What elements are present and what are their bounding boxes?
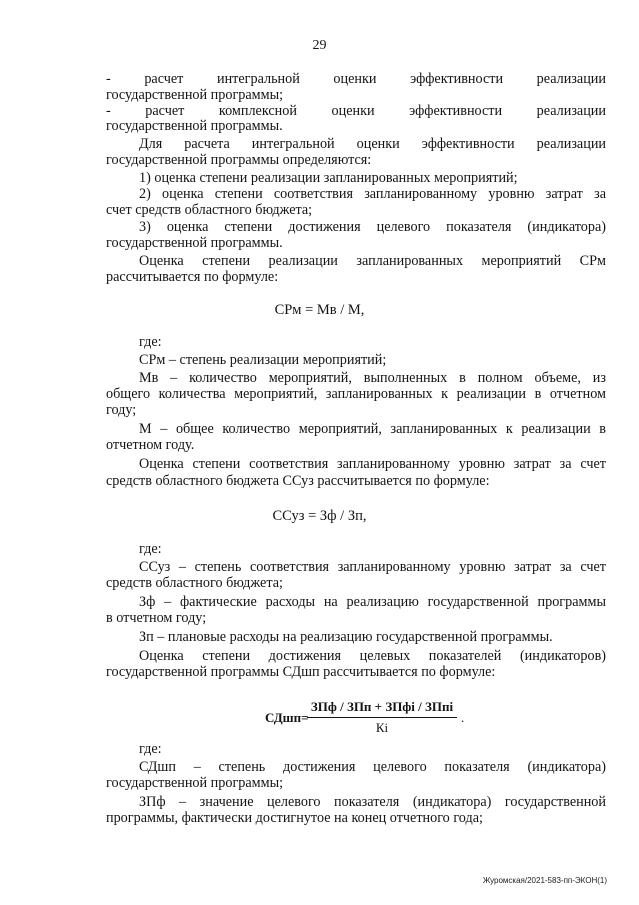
text-line: Оценка степени соответствия запланированному уровню затрат за счет xyxy=(139,456,606,472)
formula-numerator: ЗПф / ЗПп + ЗПфi / ЗПпi xyxy=(310,699,454,714)
text-line: СДшп – степень достижения целевого показателя (индикатора) xyxy=(139,759,606,775)
text-line: году; xyxy=(106,402,137,418)
text-line: отчетном году. xyxy=(106,437,195,453)
text-line: средств областного бюджета; xyxy=(106,575,283,591)
text-line: общего количества мероприятий, запланированных к реализации в отчетном xyxy=(106,386,606,402)
text-line: 3) оценка степени достижения целевого показателя (индикатора) xyxy=(139,219,606,235)
text-line: - расчет комплексной оценки эффективности реализации xyxy=(106,103,606,119)
text-line: государственной программы. xyxy=(106,235,283,251)
text-line: государственной программы; xyxy=(106,775,284,791)
text-line: Мв – количество мероприятий, выполненных в полном объеме, из xyxy=(139,370,606,386)
fraction-bar xyxy=(307,717,457,718)
text-line: государственной программы СДшп рассчитывается по формуле: xyxy=(106,664,496,680)
text-line: государственной программы определяются: xyxy=(106,152,372,168)
text-line: Оценка степени достижения целевых показателей (индикаторов) xyxy=(139,648,606,664)
text-line: СРм – степень реализации мероприятий; xyxy=(139,352,387,368)
text-line: 1) оценка степени реализации запланированных мероприятий; xyxy=(139,170,518,186)
formula-period: . xyxy=(461,710,465,725)
text-line: СРм = Мв / М, xyxy=(274,302,365,318)
document-footer: Журомская/2021-583-пп-ЭКОН(1) xyxy=(482,876,607,885)
page-number: 29 xyxy=(312,38,327,53)
formula-sd xyxy=(265,699,505,739)
text-line: где: xyxy=(139,541,162,557)
text-line: где: xyxy=(139,741,162,757)
text-line: ССуз = Зф / Зп, xyxy=(272,508,367,524)
text-line: Оценка степени реализации запланированных мероприятий СРм xyxy=(139,253,606,269)
text-line: Зп – плановые расходы на реализацию государственной программы. xyxy=(139,629,553,645)
text-line: ЗПф – значение целевого показателя (индикатора) государственной xyxy=(139,794,606,810)
text-line: рассчитывается по формуле: xyxy=(106,269,279,285)
formula-lhs: СДшп= xyxy=(265,710,309,725)
text-line: ССуз – степень соответствия запланированному уровню затрат за счет xyxy=(139,559,606,575)
text-line: Для расчета интегральной оценки эффективности реализации xyxy=(139,136,606,152)
text-line: государственной программы; xyxy=(106,87,284,103)
text-line: М – общее количество мероприятий, запланированных к реализации в xyxy=(139,421,606,437)
text-line: счет средств областного бюджета; xyxy=(106,202,313,218)
text-line: Зф – фактические расходы на реализацию государственной программы xyxy=(139,594,606,610)
text-line: в отчетном году; xyxy=(106,610,207,626)
text-line: где: xyxy=(139,334,162,350)
formula-denominator: Кi xyxy=(375,720,389,735)
text-line: 2) оценка степени соответствия запланированному уровню затрат за xyxy=(139,186,606,202)
text-line: программы, фактически достигнутое на конец отчетного года; xyxy=(106,810,483,826)
text-line: средств областного бюджета ССуз рассчитывается по формуле: xyxy=(106,473,490,489)
text-line: государственной программы. xyxy=(106,118,283,134)
text-line: - расчет интегральной оценки эффективности реализации xyxy=(106,71,606,87)
